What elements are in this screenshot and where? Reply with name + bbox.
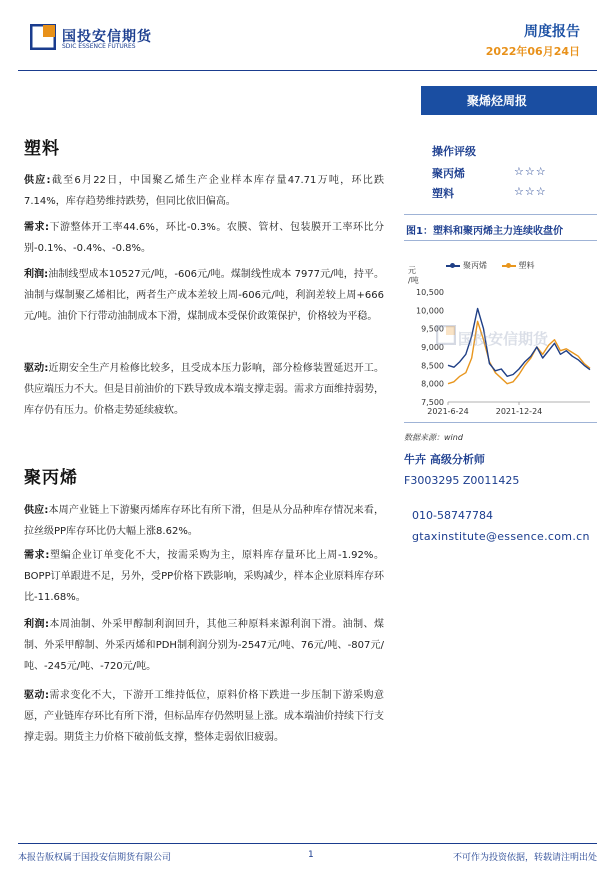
paragraph-text: 下游整体开工率44.6%，环比-0.3%。农膜、管材、包装膜开工率环比分别-0.1%、-0.4%、-0.8%。 (24, 222, 385, 254)
data-source: 数据来源：wind (404, 433, 463, 442)
y-tick-label: 10,000 (416, 306, 444, 316)
y-tick-label: 8,000 (421, 379, 444, 389)
footer-copyright: 本报告版权属于国投安信期货有限公司 (18, 853, 172, 863)
plastic-driver-paragraph (24, 358, 384, 421)
logo-mark-icon (30, 24, 56, 50)
plastic-profit-paragraph (24, 264, 384, 327)
pp-driver-paragraph (24, 685, 384, 748)
figure-divider-bottom (404, 422, 597, 423)
pp-supply-paragraph (24, 500, 384, 542)
y-tick-label: 10,500 (416, 288, 444, 297)
paragraph-tag: 供应: (24, 505, 49, 516)
x-tick-label: 2021-6-24 (427, 407, 469, 416)
rating-row-pp (432, 165, 547, 181)
report-date: 2022年06月24日 (485, 45, 580, 58)
company-name: 国投安信期货 (62, 29, 152, 45)
analyst-certificate: F3003295 Z0011425 (404, 474, 520, 487)
paragraph-tag: 需求: (24, 222, 50, 233)
y-tick-label: 9,000 (421, 343, 444, 352)
analyst-name: 牛卉 高级分析师 (404, 453, 485, 466)
paragraph-text: 塑编企业订单变化不大，按需采购为主，原料库存量环比上周-1.92%。BOPP订单跟进不足，另外，受PP价格下跌影响，采购减少，样本企业原料库存环比-11.68%。 (24, 550, 384, 603)
paragraph-text: 油制线型成本10527元/吨，-606元/吨。煤制线性成本 7977元/吨，持平。油制与煤制聚乙烯相比，两者生产成本差较上周-606元/吨，利润差较上周+666元/吨。油价下行带动油制成本下滑，煤制成本受保价政策保护，价格较为平稳。 (24, 269, 384, 322)
figure-title: 图1：塑料和聚丙烯主力连续收盘价 (406, 226, 563, 237)
paragraph-text: 本周产业链上下游聚丙烯库存环比有所下滑，但是从分品种库存情况来看，拉丝级PP库存环比仍大幅上涨8.62%。 (24, 505, 385, 537)
figure-divider-top (404, 214, 597, 215)
paragraph-tag: 需求: (24, 550, 50, 561)
paragraph-tag: 驱动: (24, 363, 49, 374)
footer-disclaimer: 不可作为投资依据，转载请注明出处 (452, 853, 597, 863)
section-title-plastic: 塑料 (24, 139, 60, 159)
rating-title: 操作评级 (432, 145, 476, 158)
paragraph-tag: 利润: (24, 269, 49, 280)
paragraph-text: 近期安全生产月检修比较多，且受成本压力影响，部分检修装置延迟开工。供应端压力不大。但是目前油价的下跌导致成本端支撑走弱。需求方面维持弱势，库存仍有压力。价格走势延续疲软。 (24, 363, 385, 416)
figure-divider (404, 240, 597, 241)
y-axis-unit-line1: 元 (408, 266, 416, 275)
company-logo (30, 24, 170, 54)
header-divider (18, 70, 597, 71)
price-chart (404, 254, 597, 420)
pp-profit-paragraph (24, 614, 384, 677)
series-line-pp (448, 309, 590, 377)
rating-stars-icon: ☆☆☆ (514, 185, 547, 198)
y-tick-label: 8,500 (421, 361, 444, 371)
rating-name: 聚丙烯 (432, 167, 465, 180)
legend-label-pp: 聚丙烯 (463, 261, 487, 270)
chart-watermark: 国投安信期货 (458, 330, 549, 348)
paragraph-tag: 驱动: (24, 690, 49, 701)
paragraph-text: 需求变化不大，下游开工维持低位，原料价格下跌进一步压制下游采购意愿，产业链库存环比有所下滑，但标品库存仍然明显上涨。成本端油价持续下行支撑走弱。期货主力价格下破前低支撑，整体走弱依旧疲弱。 (24, 690, 385, 743)
report-type: 周度报告 (524, 24, 580, 40)
rating-row-plastic (432, 185, 547, 201)
section-title-pp: 聚丙烯 (24, 468, 78, 488)
analyst-email[interactable]: gtaxinstitute@essence.com.cn (412, 530, 590, 543)
y-tick-label: 9,500 (421, 324, 444, 334)
rating-name: 塑料 (432, 187, 454, 200)
rating-stars-icon: ☆☆☆ (514, 165, 547, 178)
y-axis-unit-line2: /吨 (408, 276, 419, 285)
paragraph-tag: 供应: (24, 175, 51, 186)
paragraph-text: 截至6月22日，中国聚乙烯生产企业样本库存量47.71万吨，环比跌7.14%，库存趋势维持跌势，但同比依旧偏高。 (24, 175, 385, 207)
pp-demand-paragraph (24, 545, 384, 608)
plastic-supply-paragraph (24, 170, 384, 212)
y-tick-label: 7,500 (421, 398, 444, 407)
chart-plot-area (404, 254, 597, 420)
footer-divider (18, 843, 597, 844)
banner-title: 聚烯烃周报 (467, 94, 528, 108)
analyst-phone: 010-58747784 (412, 509, 493, 522)
plastic-demand-paragraph (24, 217, 384, 259)
paragraph-tag: 利润: (24, 619, 49, 630)
company-en-name: SDIC ESSENCE FUTURES (62, 43, 136, 50)
paragraph-text: 本周油制、外采甲醇制利润回升，其他三种原料来源利润下滑。油制、煤制、外采甲醇制、外采丙烯和PDH制利润分别为-2547元/吨、76元/吨、-807元/吨、-245元/吨、-720元/吨。 (24, 619, 385, 672)
legend-label-plastic: 塑料 (518, 261, 535, 270)
x-tick-label: 2021-12-24 (495, 407, 543, 416)
page-number: 1 (308, 850, 314, 860)
